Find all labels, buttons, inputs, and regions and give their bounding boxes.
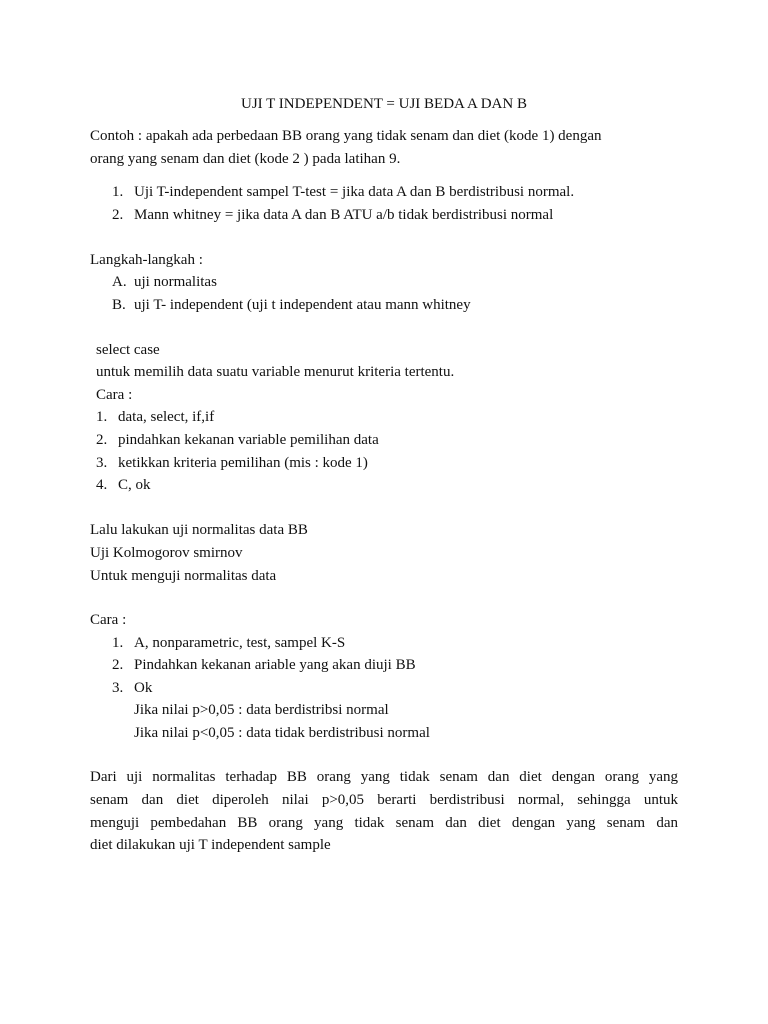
page-title: UJI T INDEPENDENT = UJI BEDA A DAN B xyxy=(241,96,527,112)
list-item-letter: B. xyxy=(112,297,126,313)
list-item-number: 1. xyxy=(96,409,108,425)
list-item-text: pindahkan kekanan variable pemilihan data xyxy=(118,432,379,448)
list-item-text: Pindahkan kekanan ariable yang akan diuji BB xyxy=(134,657,416,673)
list-item-text: uji T- independent (uji t independent atau mann whitney xyxy=(134,297,471,313)
list-item-text: Mann whitney = jika data A dan B ATU a/b tidak berdistribusi normal xyxy=(134,207,554,223)
list-item-text: A, nonparametric, test, sampel K-S xyxy=(134,635,346,651)
list-item-text: ketikkan kriteria pemilihan (mis : kode 1) xyxy=(118,455,368,471)
list-item-number: 3. xyxy=(96,455,108,471)
steps-heading: Langkah-langkah : xyxy=(90,252,203,268)
paragraph-line: Lalu lakukan uji normalitas data BB xyxy=(90,522,308,538)
intro-line-1: Contoh : apakah ada perbedaan BB orang yang tidak senam dan diet (kode 1) dengan xyxy=(90,128,602,144)
paragraph-line: diet dilakukan uji T independent sample xyxy=(90,837,331,853)
section-description: untuk memilih data suatu variable menurut kriteria tertentu. xyxy=(96,364,455,380)
section-title: select case xyxy=(96,342,160,358)
list-item-text: Uji T-independent sampel T-test = jika data A dan B berdistribusi normal. xyxy=(134,184,575,200)
paragraph-line: menguji pembedahan BB orang yang tidak senam dan diet dengan yang senam dan xyxy=(90,815,678,831)
paragraph-line: Uji Kolmogorov smirnov xyxy=(90,545,243,561)
list-item-number: 1. xyxy=(112,635,124,651)
list-item-number: 2. xyxy=(112,657,124,673)
list-item-number: 2. xyxy=(96,432,108,448)
list-item-text: C, ok xyxy=(118,477,151,493)
list-item-number: 1. xyxy=(112,184,124,200)
list-item-letter: A. xyxy=(112,274,127,290)
paragraph-line: Dari uji normalitas terhadap BB orang yang tidak senam dan diet dengan orang yang xyxy=(90,769,678,785)
list-item-number: 2. xyxy=(112,207,124,223)
list-item-text: data, select, if,if xyxy=(118,409,215,425)
paragraph-line: senam dan diet diperoleh nilai p>0,05 berarti berdistribusi normal, sehingga untuk xyxy=(90,792,678,808)
list-item-number: 3. xyxy=(112,680,124,696)
list-item-number: 4. xyxy=(96,477,108,493)
note-line: Jika nilai p>0,05 : data berdistribsi normal xyxy=(134,702,389,718)
list-item-text: uji normalitas xyxy=(134,274,217,290)
paragraph-line: Untuk menguji normalitas data xyxy=(90,568,277,584)
list-item-text: Ok xyxy=(134,680,153,696)
intro-line-2: orang yang senam dan diet (kode 2 ) pada latihan 9. xyxy=(90,151,401,167)
cara-heading: Cara : xyxy=(96,387,133,403)
cara-heading: Cara : xyxy=(90,612,127,628)
note-line: Jika nilai p<0,05 : data tidak berdistribusi normal xyxy=(134,725,430,741)
